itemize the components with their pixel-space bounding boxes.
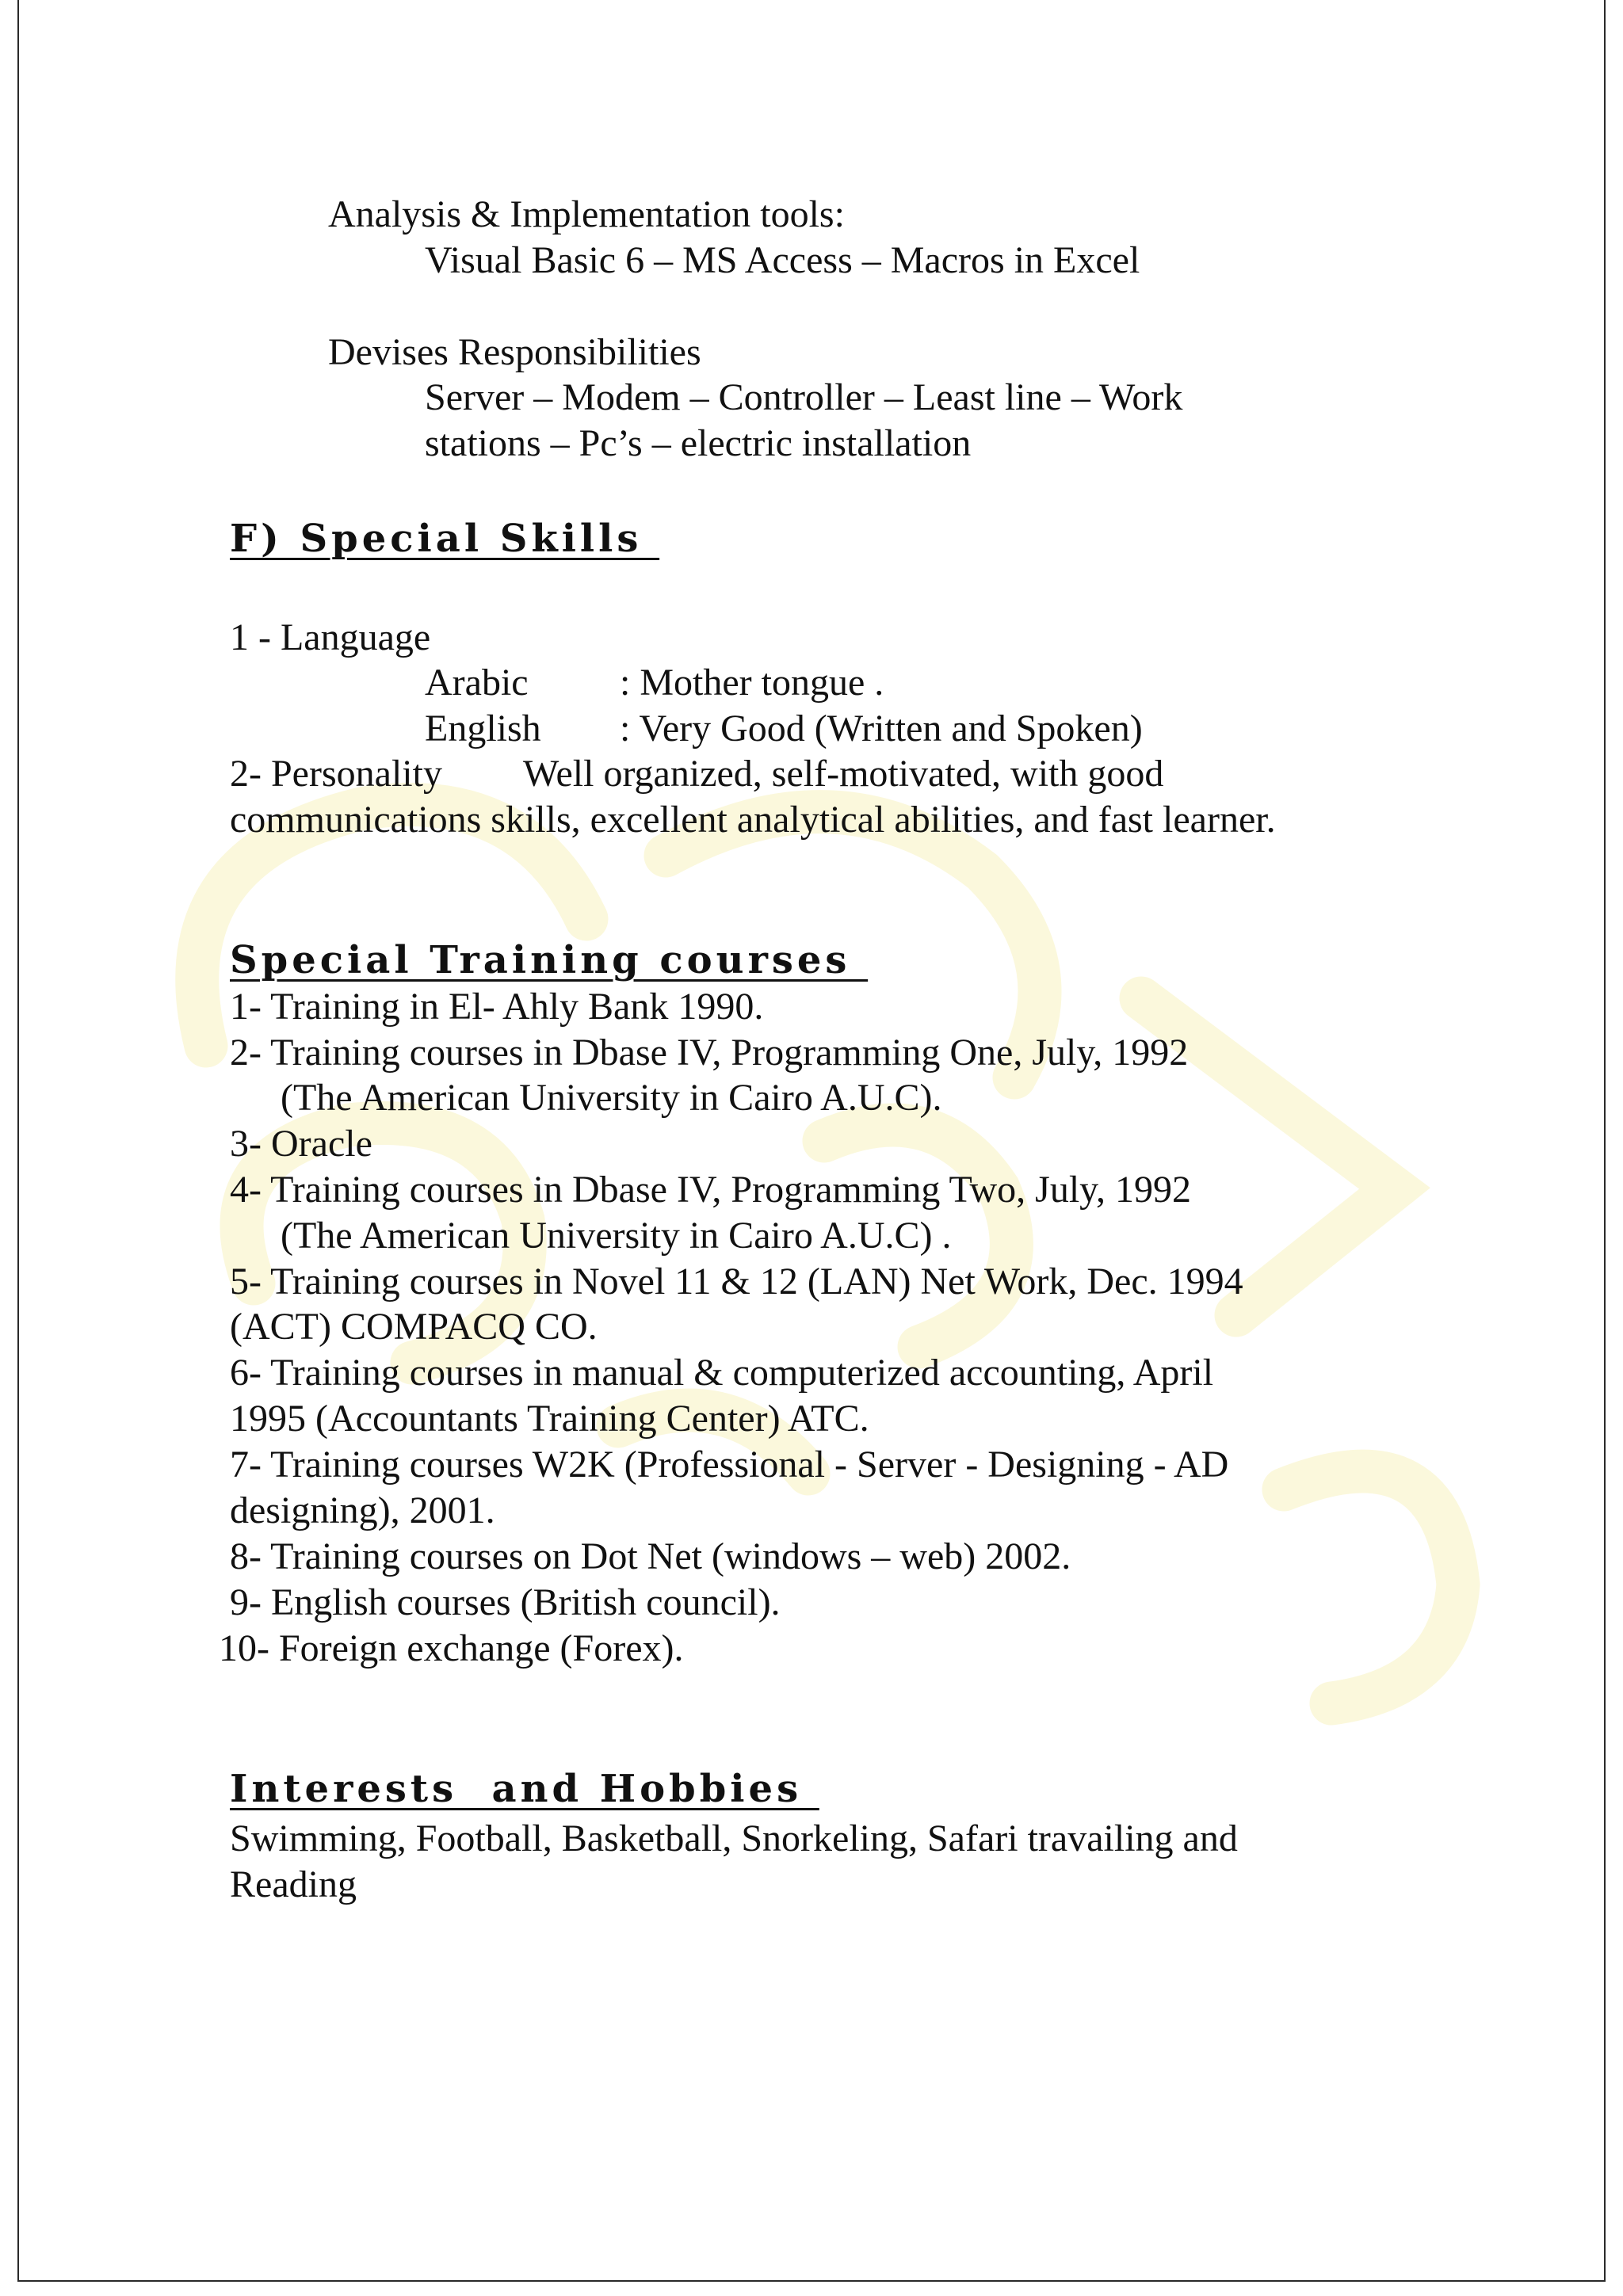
training-line: 10- Foreign exchange (Forex). — [219, 1627, 684, 1669]
training-line: designing), 2001. — [230, 1489, 495, 1531]
training-heading: Special Training courses — [230, 938, 869, 982]
training-line: (The American University in Cairo A.U.C) . — [281, 1215, 952, 1257]
training-line: 9- English courses (British council). — [230, 1581, 781, 1623]
training-line: 7- Training courses W2K (Professional - Server - Designing - AD — [230, 1444, 1229, 1486]
training-line: 5- Training courses in Novel 11 & 12 (LAN) Net Work, Dec. 1994 — [230, 1261, 1243, 1302]
interests-line-1: Swimming, Football, Basketball, Snorkeling, Safari travailing and — [230, 1817, 1238, 1859]
analysis-tools: Visual Basic 6 – MS Access – Macros in Excel — [425, 239, 1140, 281]
personality-text-2: communications skills, excellent analytical abilities, and fast learner. — [230, 799, 1276, 841]
devises-title: Devises Responsibilities — [328, 331, 701, 373]
analysis-title: Analysis & Implementation tools: — [328, 193, 845, 235]
language-english-name: English — [425, 707, 541, 749]
training-line: (The American University in Cairo A.U.C). — [281, 1077, 942, 1119]
interests-line-2: Reading — [230, 1863, 357, 1905]
personality-label: 2- Personality — [230, 753, 442, 795]
training-line: 2- Training courses in Dbase IV, Programming One, July, 1992 — [230, 1032, 1189, 1074]
training-line: 3- Oracle — [230, 1123, 372, 1165]
training-line: 6- Training courses in manual & computerized accounting, April — [230, 1352, 1214, 1394]
devises-line-2: stations – Pc’s – electric installation — [425, 422, 972, 464]
language-arabic-name: Arabic — [425, 662, 529, 704]
special-skills-heading: F) Special Skills — [230, 517, 660, 561]
training-line: 1- Training in El- Ahly Bank 1990. — [230, 986, 764, 1028]
training-line: 8- Training courses on Dot Net (windows – web) 2002. — [230, 1535, 1071, 1577]
training-line: (ACT) COMPACQ CO. — [230, 1306, 598, 1348]
training-line: 4- Training courses in Dbase IV, Programming Two, July, 1992 — [230, 1169, 1192, 1211]
language-title: 1 - Language — [230, 616, 431, 658]
language-english-level: : Very Good (Written and Spoken) — [620, 707, 1143, 749]
devises-line-1: Server – Modem – Controller – Least line – Work — [425, 376, 1183, 418]
interests-heading: Interests and Hobbies — [230, 1767, 819, 1811]
training-line: 1995 (Accountants Training Center) ATC. — [230, 1398, 869, 1440]
language-arabic-level: : Mother tongue . — [620, 662, 884, 704]
personality-text: Well organized, self-motivated, with good — [523, 753, 1164, 795]
